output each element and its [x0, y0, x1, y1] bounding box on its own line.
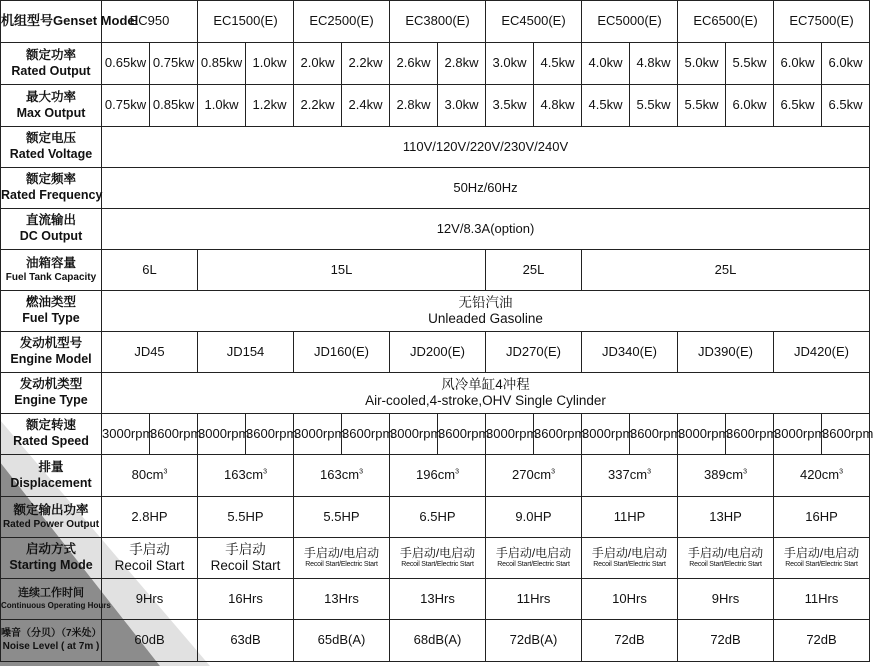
value-cell: 6.5kw — [822, 85, 870, 127]
row-label: 最大功率 Max Output — [1, 85, 102, 127]
max-output-row — [1, 85, 870, 127]
value-cell: 手启动/电启动 Recoil Start/Electric Start — [774, 538, 870, 579]
value-cell: 3600rpm — [150, 414, 198, 455]
value-cell: 4.5kw — [582, 85, 630, 127]
row-label: 直流输出 DC Output — [1, 209, 102, 250]
row-label: 额定转速 Rated Speed — [1, 414, 102, 455]
value-cell: 0.65kw — [102, 43, 150, 85]
value-cell: 5.5kw — [678, 85, 726, 127]
value-cell: JD340(E) — [582, 332, 678, 373]
value-cell: 9Hrs — [678, 579, 774, 620]
value-cell: 2.8HP — [102, 497, 198, 538]
engine-type-row — [1, 373, 870, 414]
value-cell: 68dB(A) — [390, 620, 486, 662]
value-cell: JD160(E) — [294, 332, 390, 373]
value-cell: 3600rpm — [342, 414, 390, 455]
value-cell: 0.75kw — [150, 43, 198, 85]
value-cell: 6.0kw — [726, 85, 774, 127]
value-cell: 72dB(A) — [486, 620, 582, 662]
value-cell: 0.75kw — [102, 85, 150, 127]
value-cell: 9Hrs — [102, 579, 198, 620]
value-cell: 50Hz/60Hz — [102, 168, 870, 209]
value-cell: 3.5kw — [486, 85, 534, 127]
value-cell: $420cm^3$ — [774, 455, 870, 497]
dc-output-row — [1, 209, 870, 250]
row-label: 额定频率 Rated Frequency — [1, 168, 102, 209]
value-cell: 11Hrs — [774, 579, 870, 620]
model-cell: EC2500(E) — [294, 1, 390, 43]
value-cell: 60dB — [102, 620, 198, 662]
value-cell: 72dB — [582, 620, 678, 662]
value-cell: 15L — [198, 250, 486, 291]
value-cell: 16Hrs — [198, 579, 294, 620]
value-cell: 2.0kw — [294, 43, 342, 85]
row-label: 发动机型号 Engine Model — [1, 332, 102, 373]
value-cell: JD200(E) — [390, 332, 486, 373]
value-cell: JD45 — [102, 332, 198, 373]
model-cell: EC6500(E) — [678, 1, 774, 43]
engine-model-row — [1, 332, 870, 373]
value-cell: 5.5HP — [198, 497, 294, 538]
value-cell: 13HP — [678, 497, 774, 538]
row-label: 油箱容量 Fuel Tank Capacity — [1, 250, 102, 291]
value-cell: 16HP — [774, 497, 870, 538]
model-cell: EC950 — [102, 1, 198, 43]
value-cell: $389cm^3$ — [678, 455, 774, 497]
value-cell: 72dB — [678, 620, 774, 662]
value-cell: 3000rpm — [294, 414, 342, 455]
rated-power-output-row — [1, 497, 870, 538]
value-cell: 无铅汽油 Unleaded Gasoline — [102, 291, 870, 332]
value-cell: 2.4kw — [342, 85, 390, 127]
value-cell: 65dB(A) — [294, 620, 390, 662]
value-cell: 3600rpm — [630, 414, 678, 455]
genset-model-label: 机组型号Genset Model — [1, 1, 102, 43]
row-label: 连续工作时间 Continuous Operating Hours — [1, 579, 102, 620]
row-label: 额定功率 Rated Output — [1, 43, 102, 85]
value-cell: 手启动 Recoil Start — [198, 538, 294, 579]
value-cell: 4.0kw — [582, 43, 630, 85]
value-cell: 9.0HP — [486, 497, 582, 538]
value-cell: $80cm^3$ — [102, 455, 198, 497]
value-cell: 3600rpm — [822, 414, 870, 455]
model-cell: EC7500(E) — [774, 1, 870, 43]
starting-mode-row — [1, 538, 870, 579]
header-row — [1, 1, 870, 43]
value-cell: 6.5HP — [390, 497, 486, 538]
value-cell: 手启动/电启动 Recoil Start/Electric Start — [582, 538, 678, 579]
value-cell: $196cm^3$ — [390, 455, 486, 497]
value-cell: $163cm^3$ — [294, 455, 390, 497]
value-cell: 3000rpm — [582, 414, 630, 455]
value-cell: 3600rpm — [726, 414, 774, 455]
value-cell: 4.8kw — [534, 85, 582, 127]
model-cell: EC5000(E) — [582, 1, 678, 43]
value-cell: 11Hrs — [486, 579, 582, 620]
value-cell: 5.5kw — [726, 43, 774, 85]
value-cell: JD420(E) — [774, 332, 870, 373]
value-cell: 0.85kw — [150, 85, 198, 127]
value-cell: 5.5kw — [630, 85, 678, 127]
value-cell: 2.8kw — [438, 43, 486, 85]
value-cell: JD390(E) — [678, 332, 774, 373]
value-cell: 6.0kw — [774, 43, 822, 85]
value-cell: $337cm^3$ — [582, 455, 678, 497]
value-cell: 3.0kw — [486, 43, 534, 85]
model-cell: EC4500(E) — [486, 1, 582, 43]
value-cell: 1.0kw — [246, 43, 294, 85]
value-cell: 6.0kw — [822, 43, 870, 85]
value-cell: JD270(E) — [486, 332, 582, 373]
value-cell: 3600rpm — [534, 414, 582, 455]
row-label: 噪音（分贝）（7米处） Noise Level ( at 7m ) — [1, 620, 102, 662]
value-cell: 110V/120V/220V/230V/240V — [102, 127, 870, 168]
value-cell: 2.8kw — [390, 85, 438, 127]
row-label: 额定电压 Rated Voltage — [1, 127, 102, 168]
value-cell: 3000rpm — [486, 414, 534, 455]
value-cell: 63dB — [198, 620, 294, 662]
model-cell: EC1500(E) — [198, 1, 294, 43]
fuel-tank-row — [1, 250, 870, 291]
value-cell: 72dB — [774, 620, 870, 662]
value-cell: 10Hrs — [582, 579, 678, 620]
noise-level-row — [1, 620, 870, 662]
value-cell: 手启动 Recoil Start — [102, 538, 198, 579]
row-label: 启动方式 Starting Mode — [1, 538, 102, 579]
rated-voltage-row — [1, 127, 870, 168]
value-cell: 25L — [486, 250, 582, 291]
value-cell: 12V/8.3A(option) — [102, 209, 870, 250]
value-cell: 13Hrs — [390, 579, 486, 620]
value-cell: 3600rpm — [438, 414, 486, 455]
value-cell: 手启动/电启动 Recoil Start/Electric Start — [390, 538, 486, 579]
rated-frequency-row — [1, 168, 870, 209]
value-cell: 5.5HP — [294, 497, 390, 538]
value-cell: 手启动/电启动 Recoil Start/Electric Start — [486, 538, 582, 579]
value-cell: 3000rpm — [774, 414, 822, 455]
value-cell: 3600rpm — [246, 414, 294, 455]
value-cell: $163cm^3$ — [198, 455, 294, 497]
value-cell: $270cm^3$ — [486, 455, 582, 497]
rated-output-row — [1, 43, 870, 85]
value-cell: 1.2kw — [246, 85, 294, 127]
value-cell: 风冷单缸4冲程 Air-cooled,4-stroke,OHV Single Cylinder — [102, 373, 870, 414]
value-cell: 手启动/电启动 Recoil Start/Electric Start — [678, 538, 774, 579]
value-cell: 手启动/电启动 Recoil Start/Electric Start — [294, 538, 390, 579]
row-label: 燃油类型 Fuel Type — [1, 291, 102, 332]
row-label: 排量 Displacement — [1, 455, 102, 497]
value-cell: 3000rpm — [198, 414, 246, 455]
row-label: 额定输出功率 Rated Power Output — [1, 497, 102, 538]
value-cell: 2.6kw — [390, 43, 438, 85]
value-cell: 13Hrs — [294, 579, 390, 620]
value-cell: 4.5kw — [534, 43, 582, 85]
value-cell: 3.0kw — [438, 85, 486, 127]
value-cell: 5.0kw — [678, 43, 726, 85]
row-label: 发动机类型 Engine Type — [1, 373, 102, 414]
value-cell: 11HP — [582, 497, 678, 538]
value-cell: 0.85kw — [198, 43, 246, 85]
value-cell: 3000rpm — [102, 414, 150, 455]
value-cell: 6.5kw — [774, 85, 822, 127]
value-cell: 2.2kw — [294, 85, 342, 127]
rated-speed-row — [1, 414, 870, 455]
value-cell: 25L — [582, 250, 870, 291]
value-cell: JD154 — [198, 332, 294, 373]
value-cell: 1.0kw — [198, 85, 246, 127]
operating-hours-row — [1, 579, 870, 620]
value-cell: 6L — [102, 250, 198, 291]
displacement-row — [1, 455, 870, 497]
value-cell: 4.8kw — [630, 43, 678, 85]
value-cell: 2.2kw — [342, 43, 390, 85]
value-cell: 3000rpm — [390, 414, 438, 455]
value-cell: 3000rpm — [678, 414, 726, 455]
model-cell: EC3800(E) — [390, 1, 486, 43]
fuel-type-row — [1, 291, 870, 332]
